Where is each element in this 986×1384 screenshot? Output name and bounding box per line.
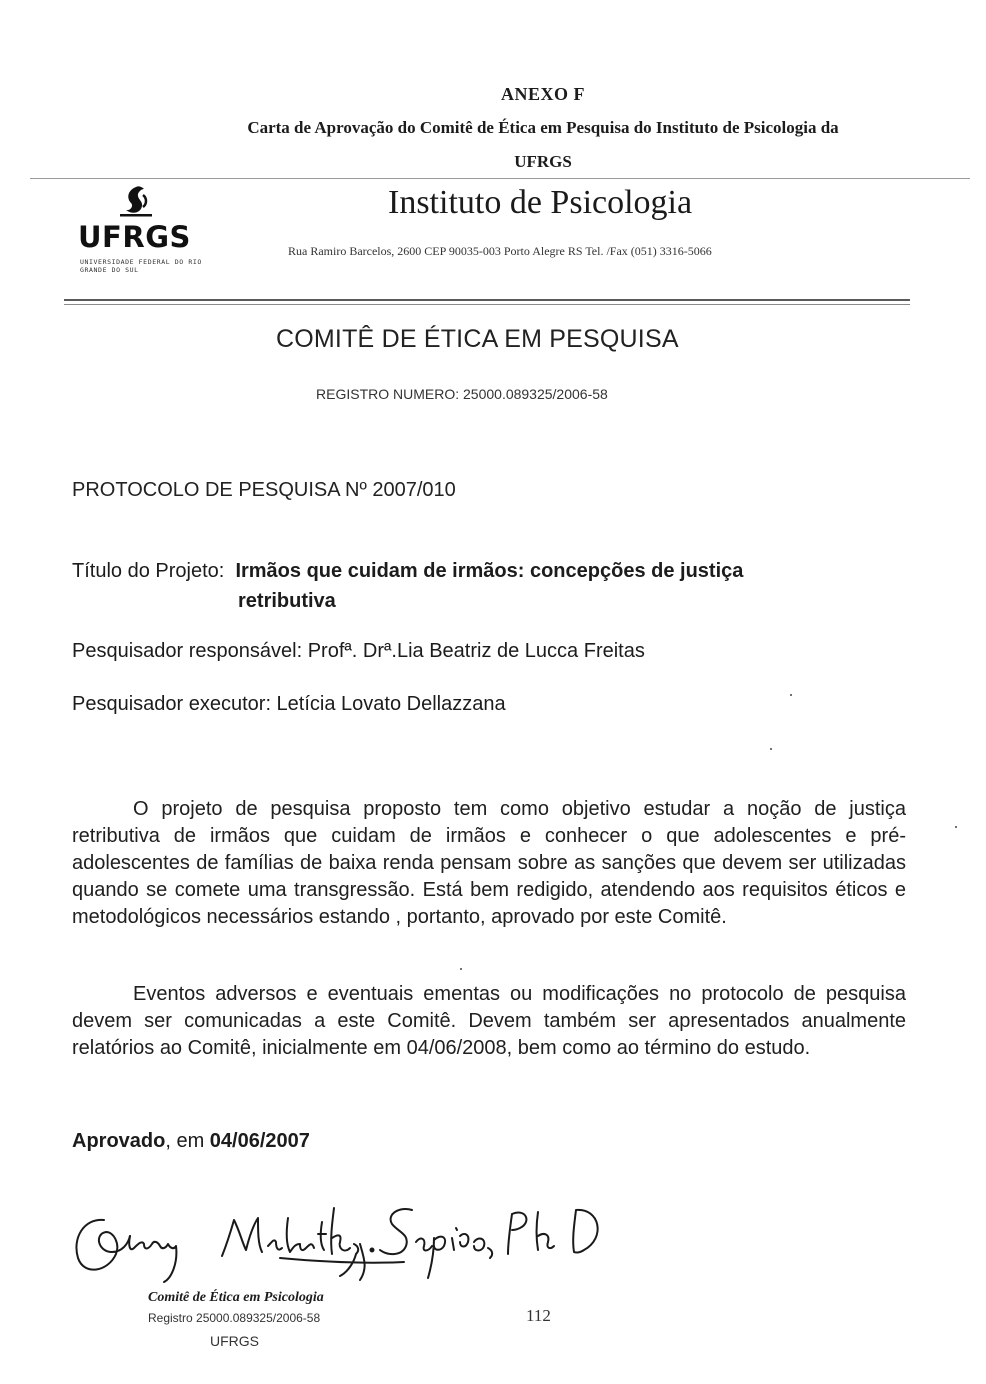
letterhead-rule-thin [64,304,910,305]
page-number: 112 [526,1306,551,1325]
ufrgs-emblem-icon [114,184,158,220]
protocol-heading: PROTOCOLO DE PESQUISA Nº 2007/010 [72,479,456,501]
scan-speck [460,968,462,970]
ufrgs-logo [74,184,214,294]
project-title-label: Título do Projeto: [72,560,225,582]
scan-speck [790,694,792,696]
body-paragraph-2 [72,981,906,1062]
approval-line [72,1130,310,1153]
scan-speck [955,826,957,828]
registry-number: REGISTRO NUMERO: 25000.089325/2006-58 [316,386,608,402]
letterhead-rule-thick [64,299,910,301]
project-title-value: Irmãos que cuidam de irmãos: concepções de justiça [235,560,744,582]
institute-name: Instituto de Psicologia [388,184,693,221]
institute-address: Rua Ramiro Barcelos, 2600 CEP 90035-003 Porto Alegre RS Tel. /Fax (051) 3316-5066 [288,244,712,258]
project-title-row [72,560,912,583]
stamp-university: UFRGS [210,1333,259,1349]
approval-middle: , em [165,1130,210,1152]
top-divider [30,178,970,179]
annex-subtitle-line1: Carta de Aprovação do Comitê de Ética em Pesquisa do Instituto de Psicologia da [247,118,839,137]
executing-researcher: Pesquisador executor: Letícia Lovato Dellazzana [72,693,506,715]
logo-university-name: UNIVERSIDADE FEDERAL DO RIO GRANDE DO SUL [80,258,202,274]
body-paragraph-1 [72,796,906,931]
approval-prefix: Aprovado [72,1130,166,1152]
stamp-registry: Registro 25000.089325/2006-58 [148,1311,321,1325]
logo-wordmark: UFRGS [78,220,191,254]
annex-label: ANEXO F [501,84,585,104]
approval-date: 04/06/2007 [209,1130,310,1152]
stamp-committee-name: Comitê de Ética em Psicologia [148,1290,324,1305]
body-paragraph-1-text: O projeto de pesquisa proposto tem como objetivo estudar a noção de justiça retributiva de irmãos que cuidam de irmãos e conhecer o que adolescentes e pré-adolescentes de famílias de baixa renda pensam sobre as sanções que devem ser utilizadas quando se comete uma transgressão. Está bem redigido, atendendo aos requisitos éticos e metodológicos necessários estando , portanto, aprovado por este Comitê. [72,798,906,928]
handwritten-signature [64,1188,624,1288]
project-title-value-continued: retributiva [238,590,336,612]
committee-title: COMITÊ DE ÉTICA EM PESQUISA [276,325,679,353]
scan-speck [770,748,772,750]
annex-subtitle-line2: UFRGS [514,152,572,171]
body-paragraph-2-text: Eventos adversos e eventuais ementas ou modificações no protocolo de pesquisa devem ser comunicadas a este Comitê. Devem também ser apresentados anualmente relatórios ao Comitê, inicialmente em 04/06/2008, bem como ao término do estudo. [72,983,906,1059]
responsible-researcher: Pesquisador responsável: Profª. Drª.Lia Beatriz de Lucca Freitas [72,640,645,662]
